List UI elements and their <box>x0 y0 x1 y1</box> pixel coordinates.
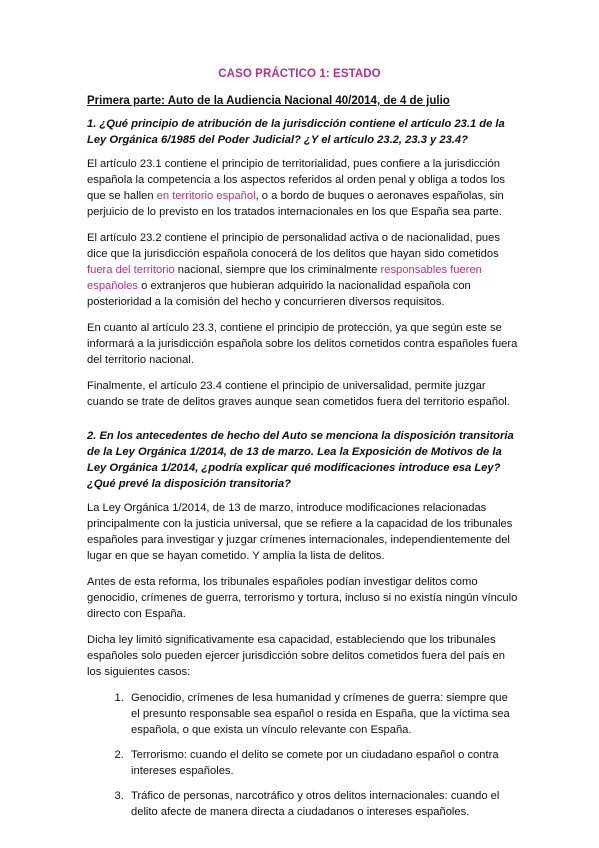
cases-list <box>87 690 519 820</box>
part-heading: Primera parte: Auto de la Audiencia Nacional 40/2014, de 4 de julio <box>87 95 450 107</box>
list-item: 1. Genocidio, crímenes de lesa humanidad y crímenes de guerra: siempre que el presunto responsable sea español o resida en España, que la víctima sea española, o que exista un vínculo relevante con España. <box>127 690 519 738</box>
document-title: CASO PRÁCTICO 1: ESTADO <box>218 68 381 80</box>
list-item: 2. Terrorismo: cuando el delito se comete por un ciudadano español o contra intereses españoles. <box>127 747 519 779</box>
answer-paragraph-6: Antes de esta reforma, los tribunales españoles podían investigar delitos como genocidio, crímenes de guerra, terrorismo y tortura, incluso si no existía ningún vínculo directo con España. <box>87 576 518 620</box>
answer-paragraph-7: Dicha ley limitó significativamente esa capacidad, estableciendo que los tribunales españoles solo pueden ejercer jurisdicción sobre delitos cometidos fuera del país en los siguientes casos: <box>87 634 505 678</box>
highlight-territorio-espanol: en territorio español <box>156 190 256 202</box>
question-1: 1. ¿Qué principio de atribución de la jurisdicción contiene el artículo 23.1 de la Ley Orgánica 6/1985 del Poder Judicial? ¿Y el artículo 23.2, 23.3 y 23.4? <box>87 118 505 146</box>
answer-paragraph-3: En cuanto al artículo 23.3, contiene el principio de protección, ya que según este se informará a la jurisdicción española sobre los delitos cometidos contra españoles fuera del territorio nacional. <box>87 322 518 366</box>
answer-paragraph-4: Finalmente, el artículo 23.4 contiene el principio de universalidad, permite juzgar cuando se trate de delitos graves aunque sean cometidos fuera del territorio español. <box>87 380 510 408</box>
highlight-responsables-espanoles: responsables fueren españoles <box>87 264 482 292</box>
list-item: 3. Tráfico de personas, narcotráfico y otros delitos internacionales: cuando el delito afecte de manera directa a ciudadanos o intereses españoles. <box>127 788 519 820</box>
highlight-fuera-territorio: fuera del territorio <box>87 264 175 276</box>
question-2: 2. En los antecedentes de hecho del Auto se menciona la disposición transitoria de la Ley Orgánica 1/2014, de 13 de marzo. Lea la Exposición de Motivos de la Ley Orgánica 1/2014, ¿podría explicar qué modificaciones introduce esa Ley? ¿Qué prevé la disposición transitoria? <box>87 430 514 490</box>
answer-paragraph-2: El artículo 23.2 contiene el principio de personalidad activa o de nacionalidad, pues dice que la jurisdicción española conocerá de los delitos que hayan sido cometidos fuera del territorio nacional, siempre que los criminalmente responsables fueren españoles o extranjeros que hubieran adquirido la nacionalidad española con posterioridad a la comisión del hecho y concurrieren diversos requisitos. <box>87 232 500 308</box>
document-body <box>87 116 519 829</box>
answer-paragraph-1: El artículo 23.1 contiene el principio de territorialidad, pues confiere a la jurisdicción española la competencia a los aspectos referidos al orden penal y obliga a todos los que se hallen en territorio español, o a bordo de buques o aeronaves españolas, sin perjuicio de lo previsto en los tratados internacionales en los que España sea parte. <box>87 158 505 218</box>
answer-paragraph-5: La Ley Orgánica 1/2014, de 13 de marzo, introduce modificaciones relacionadas principalmente con la justicia universal, que se refiere a la capacidad de los tribunales españoles para investigar y juzgar crímenes internacionales, independientemente del lugar en que se hayan cometido. Y amplia la lista de delitos. <box>87 502 513 562</box>
